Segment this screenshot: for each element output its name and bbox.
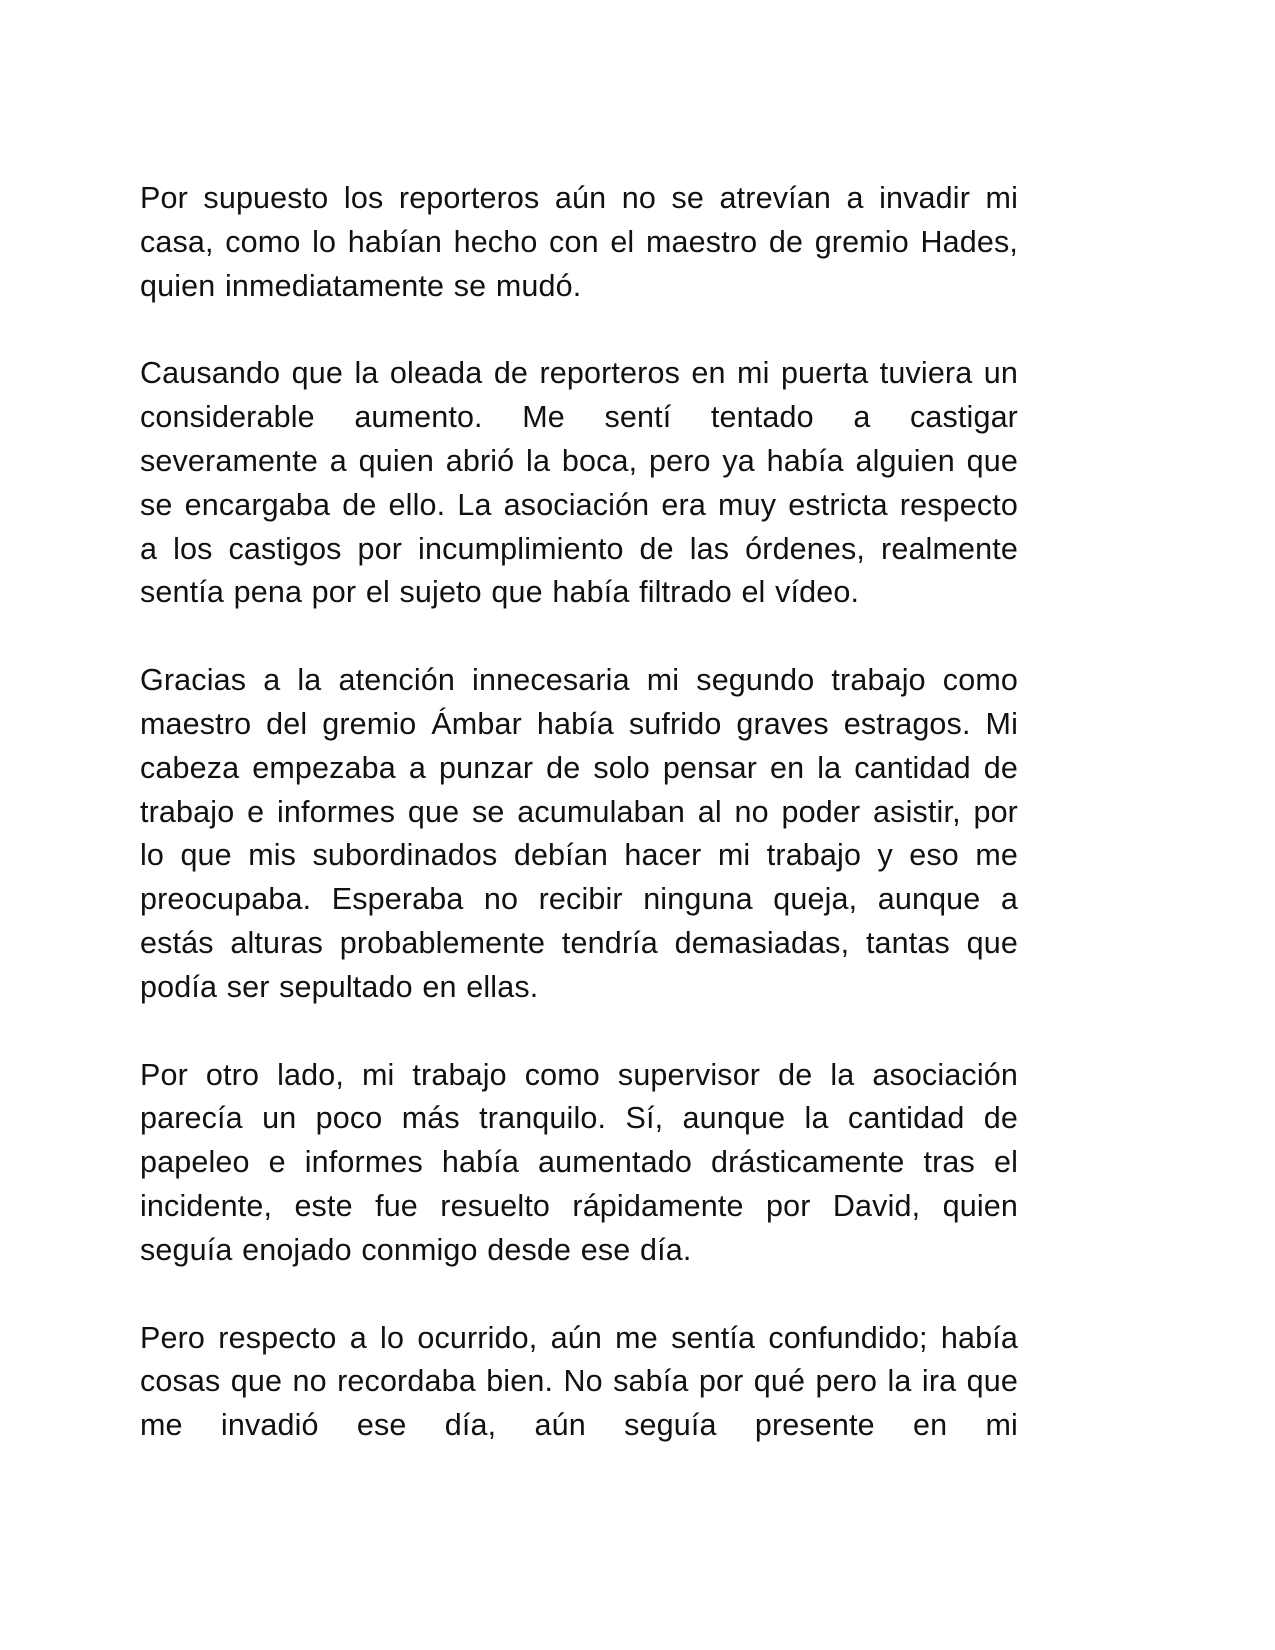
paragraph-1: Por supuesto los reporteros aún no se atrevían a invadir mi casa, como lo habían hecho con el maestro de gremio Hades, quien inmediatamente se mudó. (140, 181, 1018, 303)
paragraph-5: Pero respecto a lo ocurrido, aún me sentía confundido; había cosas que no recordaba bien. No sabía por qué pero la ira que me invadió ese día, aún seguía presente en mi (140, 1320, 1018, 1443)
paragraph-2: Causando que la oleada de reporteros en mi puerta tuviera un considerable aumento. Me sentí tentado a castigar severamente a quien abrió la boca, pero ya había alguien que se encargaba de ello. La asociación era muy estricta respecto a los castigos por incumplimiento de las órdenes, realmente sentía pena por el sujeto que había filtrado el vídeo. (140, 356, 1018, 610)
paragraph-4: Por otro lado, mi trabajo como supervisor de la asociación parecía un poco más tranquilo. Sí, aunque la cantidad de papeleo e informes había aumentado drásticamente tras el incidente, este fue resuelto rápidamente por David, quien seguía enojado conmigo desde ese día. (140, 1057, 1018, 1267)
document-page (140, 177, 1018, 1492)
paragraph-3: Gracias a la atención innecesaria mi segundo trabajo como maestro del gremio Ámbar había sufrido graves estragos. Mi cabeza empezaba a punzar de solo pensar en la cantidad de trabajo e informes que se acumulaban al no poder asistir, por lo que mis subordinados debían hacer mi trabajo y eso me preocupaba. Esperaba no recibir ninguna queja, aunque a estás alturas probablemente tendría demasiadas, tantas que podía ser sepultado en ellas. (140, 663, 1018, 1004)
